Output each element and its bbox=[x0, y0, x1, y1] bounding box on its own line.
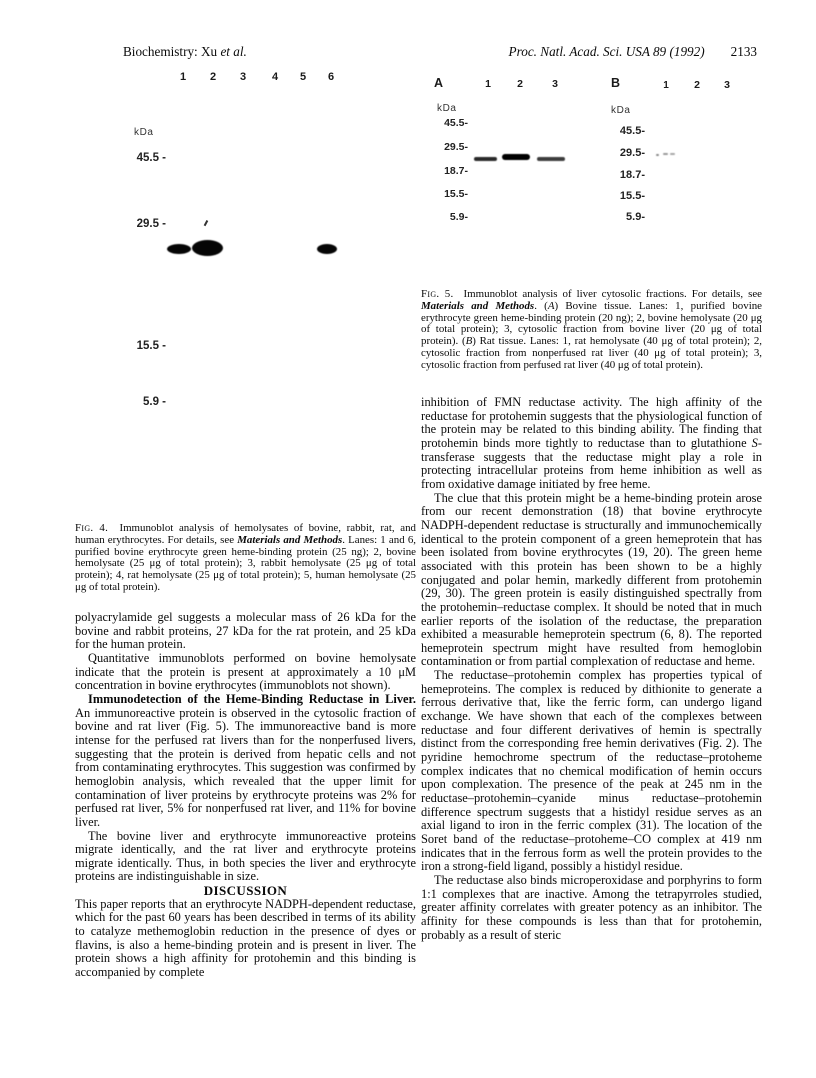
fig4-marker-45.5: 45.5 - bbox=[136, 152, 166, 164]
fig4-band-lane6 bbox=[317, 244, 337, 254]
fig4-lane-label: 6 bbox=[327, 71, 335, 83]
fig5a-marker-45.5: 45.5- bbox=[444, 117, 468, 129]
paragraph: The bovine liver and erythrocyte immunoreactive proteins migrate identically, and the rat liver and erythrocyte proteins migrate identically. Thus, in both species the liver and erythrocyte proteins are indistinguishable in size. bbox=[75, 828, 416, 884]
fig5b-marker-15.5: 15.5- bbox=[619, 190, 645, 202]
fig4-band-lane2 bbox=[192, 240, 223, 256]
fig5a-marker-15.5: 15.5- bbox=[444, 188, 468, 200]
fig4-lane-label: 1 bbox=[179, 71, 187, 83]
fig5a-marker-5.9: 5.9- bbox=[449, 211, 468, 223]
fig5a-marker-29.5: 29.5- bbox=[444, 141, 468, 153]
fig4-marker-5.9: 5.9 - bbox=[142, 396, 166, 408]
fig4-kda-label: kDa bbox=[134, 127, 154, 138]
paragraph: inhibition of FMN reductase activity. The high affinity of the reductase for protohemin suggests that the physiological function of the protein may be related to this binding ability. The finding that protohemin binds more tightly to reductase than to glutathione S-transferase suggests that the reductase might play a role in protecting intracellular proteins from heme inhibition as well as from oxidative damage initiated by free heme. bbox=[421, 395, 762, 491]
journal-citation: Proc. Natl. Acad. Sci. USA 89 (1992) bbox=[508, 44, 705, 59]
discussion-heading: DISCUSSION bbox=[203, 883, 288, 899]
fig5b-faint-band-lane1 bbox=[656, 154, 659, 156]
fig5b-marker-45.5: 45.5- bbox=[619, 125, 645, 137]
fig5b-faint-band-lane1 bbox=[663, 153, 668, 155]
fig5a-lane-label: 3 bbox=[552, 78, 558, 90]
fig5b-lane-label: 1 bbox=[663, 80, 669, 91]
fig4-lane-label: 4 bbox=[271, 71, 279, 83]
fig4-lane-label: 3 bbox=[239, 71, 247, 83]
fig5b-faint-band-lane1 bbox=[670, 153, 675, 155]
fig4-lane-label: 2 bbox=[209, 71, 217, 83]
fig5b-marker-29.5: 29.5- bbox=[619, 147, 645, 159]
fig5-panel-a-label: A bbox=[434, 76, 444, 90]
fig4-marker-15.5: 15.5 - bbox=[136, 340, 166, 352]
paragraph: The reductase also binds microperoxidase and porphyrins to form 1:1 complexes that are inactive. Among the tetrapyrroles studied, greater affinity correlates with greater potency as an inhibitor. The affinity for these compounds is less than that for protohemin, probably as a result of steric bbox=[421, 872, 762, 942]
fig4-marker-29.5: 29.5 - bbox=[136, 218, 166, 230]
running-head-right bbox=[0, 44, 757, 60]
fig5b-marker-18.7: 18.7- bbox=[619, 169, 645, 181]
fig5a-band-lane1 bbox=[474, 157, 497, 161]
fig5a-band-lane3 bbox=[537, 157, 565, 161]
running-head-left: Biochemistry: Xu et al. bbox=[123, 44, 247, 59]
paragraph: The reductase–protohemin complex has properties typical of hemeproteins. The complex is reduced by dithionite to generate a ferrous derivative that, like the ferric form, can undergo ligand exchange. We have shown that each of the complexes between reductase and four different derivatives of hemin is spectrally distinct from the corresponding free hemin derivatives (Fig. 2). The pyridine hemochrome spectrum of the reductase–protoheme complex indicates that no chemical modification of hemin occurs upon complexation. The presence of the peak at 245 nm in the reductase–protohemin–cyanide minus reductase–protohemin difference spectrum suggests that a histidyl residue serves as an axial ligand to iron in the ferric complex (31). The location of the Soret band of the reductase–protoheme–CO complex at 419 nm indicates that in the ferrous form as well the protein provides to the iron a strong-field ligand, possibly a histidyl residue. bbox=[421, 668, 762, 874]
fig5a-lane-label: 1 bbox=[485, 78, 491, 90]
fig5b-kda-label: kDa bbox=[611, 105, 631, 116]
fig5a-band-lane2 bbox=[502, 154, 530, 160]
paragraph: polyacrylamide gel suggests a molecular mass of 26 kDa for the bovine and rabbit proteins, 27 kDa for the rat protein, and 25 kDa for the human protein. bbox=[75, 610, 416, 652]
fig5b-lane-label: 3 bbox=[724, 79, 730, 91]
paragraph: This paper reports that an erythrocyte NADPH-dependent reductase, which for the past 60 years has been described in terms of its ability to catalyze methemoglobin reduction in the presence of dyes or flavins, is also a heme-binding protein and is present in liver. The protein shows a high affinity for protohemin and this binding is accompanied by complete bbox=[75, 896, 416, 980]
fig4-band-lane1 bbox=[167, 244, 191, 254]
paragraph: The clue that this protein might be a heme-binding protein arose from our recent demonstration (18) that bovine erythrocyte NADPH-dependent reductase is structurally and immunochemically identical to the protein component of a green hemeprotein that has been isolated from bovine erythrocytes (19, 20). The green heme associated with this protein has been shown to be a highly conjugated and polar hemin, markedly different from protohemin (29, 30). The green protein is easily distinguished spectrally from the protohemin–reductase complex. It should be noted that in much earlier reports of the isolation of the reductase, the preparation exhibited a measurable hemeprotein spectrum (6, 8). The reported hemeprotein spectrum might have resulted from hemoglobin contamination or from partial complexation of reductase and heme. bbox=[421, 490, 762, 669]
fig5b-marker-5.9: 5.9- bbox=[626, 211, 645, 223]
paragraph: Quantitative immunoblots performed on bovine hemolysate indicate that the protein is present at approximately a 10 μM concentration in bovine erythrocytes (immunoblots not shown). bbox=[75, 650, 416, 693]
right-column bbox=[421, 396, 762, 942]
fig5-caption: Fig. 5. Immunoblot analysis of liver cytosolic fractions. For details, see Materials and Methods. (A) Bovine tissue. Lanes: 1, purified bovine erythrocyte green heme-binding protein (20 ng); 2, bovine hemolysate (20 μg of total protein); 3, cytosolic fraction from bovine liver (20 μg of total protein). (B) Rat tissue. Lanes: 1, rat hemolysate (40 μg of total protein); 2, cytosolic fraction from nonperfused rat liver (40 μg of total protein); 3, cytosolic fraction from perfused rat liver (40 μg of total protein). bbox=[421, 288, 763, 371]
page-number: 2133 bbox=[730, 44, 757, 59]
fig5-panel-b-label: B bbox=[611, 76, 621, 90]
left-column bbox=[75, 611, 416, 980]
paragraph: Immunodetection of the Heme-Binding Reductase in Liver. An immunoreactive protein is observed in the cytosolic fraction of bovine and rat liver (Fig. 5). The immunoreactive band is more intense for the perfused rat livers than for the nonperfused livers, suggesting that the protein is derived from hepatic cells and not from contaminating erythrocytes. This suggestion was confirmed by hemoglobin analysis, which revealed that the upper limit for contamination of liver proteins by erythrocyte proteins was 2% for perfused rat liver, 5% for nonperfused rat liver, and 11% for bovine liver. bbox=[75, 691, 416, 829]
fig4-caption: Fig. 4. Immunoblot analysis of hemolysates of bovine, rabbit, rat, and human erythrocytes. For details, see Materials and Methods. Lanes: 1 and 6, purified bovine erythrocyte green heme-binding protein (25 ng); 2, bovine hemolysate (25 μg of total protein); 3, rabbit hemolysate (25 μg of total protein); 4, rat hemolysate (25 μg of total protein); 5, human hemolysate (25 μg of total protein). bbox=[75, 522, 416, 593]
fig5a-kda-label: kDa bbox=[437, 103, 457, 114]
fig5a-lane-label: 2 bbox=[517, 78, 523, 90]
fig4-lane-label: 5 bbox=[299, 71, 307, 83]
fig5a-marker-18.7: 18.7- bbox=[444, 165, 468, 177]
fig4-gel-speck bbox=[204, 220, 208, 226]
fig5b-lane-label: 2 bbox=[694, 79, 700, 91]
